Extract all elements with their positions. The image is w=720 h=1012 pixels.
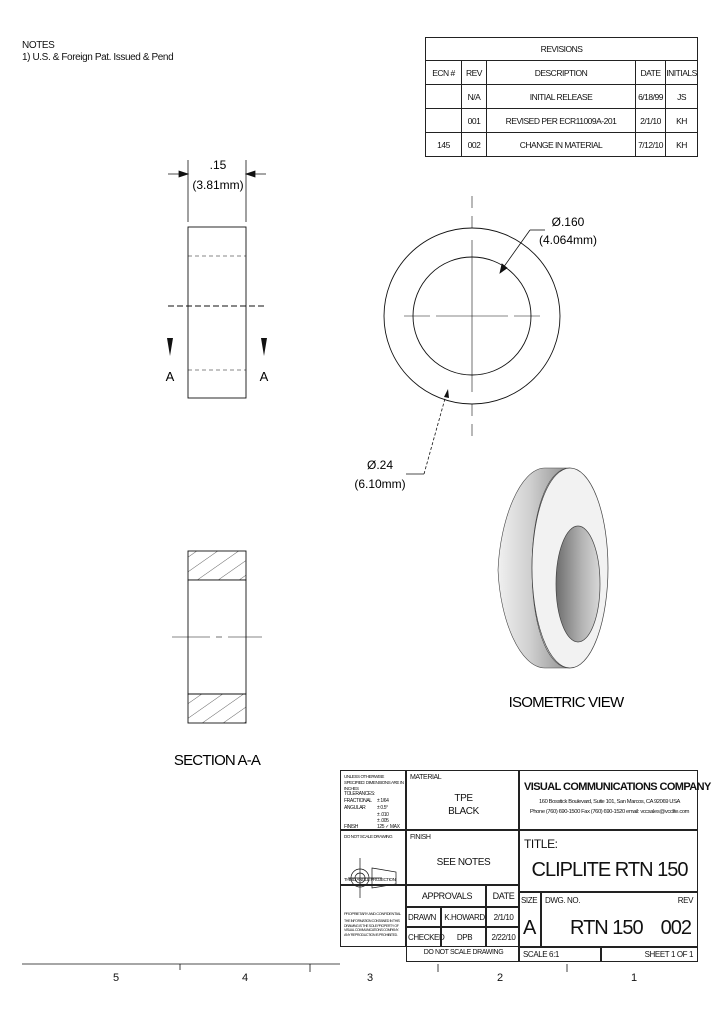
- title-block: [340, 770, 711, 962]
- tolerance-frac: ± 1/64: [377, 798, 389, 804]
- tolerance-angular: ± 0.5°: [377, 805, 388, 811]
- date-label: DATE: [492, 891, 515, 901]
- cell-ecn: 145: [426, 133, 462, 157]
- section-marker-right: A: [259, 369, 269, 384]
- tolerance-finish-label: FINISH: [344, 824, 358, 830]
- drawn-by: K.HOWARD: [444, 913, 485, 922]
- checked-by-cell: [441, 927, 486, 947]
- tolerance-angular-label: ANGULAR: [344, 805, 366, 811]
- proprietary-title: PROPRIETARY AND CONFIDENTIAL: [344, 911, 401, 916]
- finish-value: SEE NOTES: [436, 857, 491, 868]
- zone-2: 2: [497, 972, 504, 984]
- section-label: SECTION A-A: [173, 752, 261, 769]
- material-label: MATERIAL: [410, 774, 442, 781]
- scale-box: [519, 947, 601, 962]
- sheet-box: [601, 947, 698, 962]
- company-name: VISUAL COMMUNICATIONS COMPANY: [524, 781, 711, 793]
- checked-by: DPB: [456, 933, 473, 942]
- cell-initials: JS: [666, 85, 698, 109]
- tolerance-label: TOLERANCES:: [344, 791, 375, 797]
- company-box: [519, 770, 711, 830]
- side-view: [165, 227, 266, 398]
- checked-label: CHECKED: [408, 933, 445, 942]
- company-contact: Phone (760) 690-1500 Fax (760) 690-1520 email: vccsales@vcclite.com: [529, 809, 690, 815]
- outer-diameter-leader: [406, 389, 449, 474]
- dont-scale-note: DO NOT SCALE DRAWING: [344, 834, 393, 839]
- notes-heading: NOTES: [22, 40, 55, 51]
- zone-1: 1: [631, 972, 638, 984]
- projection-label: THIRD ANGLE PROJECTION: [344, 877, 396, 882]
- zone-4: 4: [242, 972, 249, 984]
- isometric-view: [498, 468, 608, 673]
- notes-line-1: 1) U.S. & Foreign Pat. Issued & Pend: [22, 52, 174, 63]
- approvals-header: [406, 885, 486, 907]
- revisions-title: REVISIONS: [426, 38, 698, 61]
- header-date: DATE: [636, 61, 666, 85]
- title-box: [519, 830, 698, 892]
- tolerance-header: UNLESS OTHERWISE SPECIFIED: DIMENSIONS ARE IN INCHES: [344, 774, 404, 791]
- header-description: DESCRIPTION: [487, 61, 636, 85]
- size-value: A: [523, 917, 536, 939]
- tolerance-three-place: ± .005: [377, 818, 389, 824]
- tolerance-box: [340, 770, 406, 830]
- title-label: TITLE:: [524, 837, 558, 851]
- checked-date: 2/22/10: [491, 933, 516, 942]
- checked-label-cell: [406, 927, 445, 947]
- checked-date-cell: [486, 927, 519, 947]
- section-view: [172, 551, 262, 723]
- company-address: 160 Bosstick Boulevard, Suite 101, San Marcos, CA 92069 USA: [538, 799, 681, 805]
- projection-box: [340, 830, 406, 885]
- drawn-by-cell: [441, 907, 486, 927]
- rev-label: REV: [677, 896, 693, 905]
- scale-value: SCALE 6:1: [523, 950, 559, 959]
- tolerance-frac-label: FRACTIONAL: [344, 798, 372, 804]
- tolerance-two-place: ± .010: [377, 812, 389, 818]
- no-scale-note: DO NOT SCALE DRAWING: [423, 949, 504, 956]
- cell-date: 7/12/10: [636, 133, 666, 157]
- section-arrow-left: [167, 338, 173, 356]
- cell-date: 6/18/99: [636, 85, 666, 109]
- drawn-date-cell: [486, 907, 519, 927]
- proprietary-box: [340, 885, 406, 947]
- dwg-label: DWG. NO.: [545, 896, 581, 905]
- section-arrow-right: [261, 338, 267, 356]
- inner-dia-mm: (4.064mm): [538, 233, 598, 247]
- dwg-value: RTN 150: [570, 917, 643, 939]
- material-line-1: TPE: [454, 793, 473, 804]
- material-box: [406, 770, 519, 830]
- cell-description: REVISED PER ECR11009A-201: [487, 109, 636, 133]
- cell-description: CHANGE IN MATERIAL: [487, 133, 636, 157]
- header-rev: REV: [462, 61, 487, 85]
- cell-rev: 001: [462, 109, 487, 133]
- approvals-label: APPROVALS: [421, 891, 473, 901]
- zone-5: 5: [113, 972, 120, 984]
- dwg-box: [541, 892, 698, 947]
- rev-value: 002: [660, 917, 691, 939]
- cell-date: 2/1/10: [636, 109, 666, 133]
- section-marker-left: A: [165, 369, 175, 384]
- width-dim-inches: .15: [209, 158, 227, 172]
- sheet-value: SHEET 1 OF 1: [644, 950, 693, 959]
- proprietary-text: THE INFORMATION CONTAINED IN THIS DRAWING IS THE SOLE PROPERTY OF VISUAL COMMUNICATIONS COMPANY. ANY REPRODUCTION IS PROHIBITED.: [344, 919, 400, 937]
- drawn-date: 2/1/10: [493, 913, 514, 922]
- date-header: [486, 885, 519, 907]
- front-view: [384, 196, 560, 436]
- outer-dia-mm: (6.10mm): [354, 477, 406, 491]
- drawn-label: DRAWN: [408, 913, 436, 922]
- outer-dia-inches: Ø.24: [366, 458, 394, 472]
- zone-3: 3: [367, 972, 374, 984]
- material-line-2: BLACK: [448, 806, 479, 817]
- isometric-label: ISOMETRIC VIEW: [508, 694, 624, 711]
- drawing-title: CLIPLITE RTN 150: [531, 859, 688, 881]
- finish-label: FINISH: [410, 834, 431, 841]
- cell-initials: KH: [666, 109, 698, 133]
- drawn-label-cell: [406, 907, 441, 927]
- tolerance-finish: 125 ✓ MAX: [377, 824, 400, 830]
- header-ecn: ECN #: [426, 61, 462, 85]
- cell-description: INITIAL RELEASE: [487, 85, 636, 109]
- finish-box: [406, 830, 519, 885]
- cell-initials: KH: [666, 133, 698, 157]
- bottom-border: [22, 964, 567, 972]
- width-dim-mm: (3.81mm): [192, 178, 244, 192]
- size-label: SIZE: [521, 896, 538, 905]
- size-box: [519, 892, 541, 947]
- cell-rev: N/A: [462, 85, 487, 109]
- inner-dia-inches: Ø.160: [551, 215, 585, 229]
- header-initials: INITIALS: [666, 61, 698, 85]
- no-scale-cell: [406, 947, 519, 962]
- cell-rev: 002: [462, 133, 487, 157]
